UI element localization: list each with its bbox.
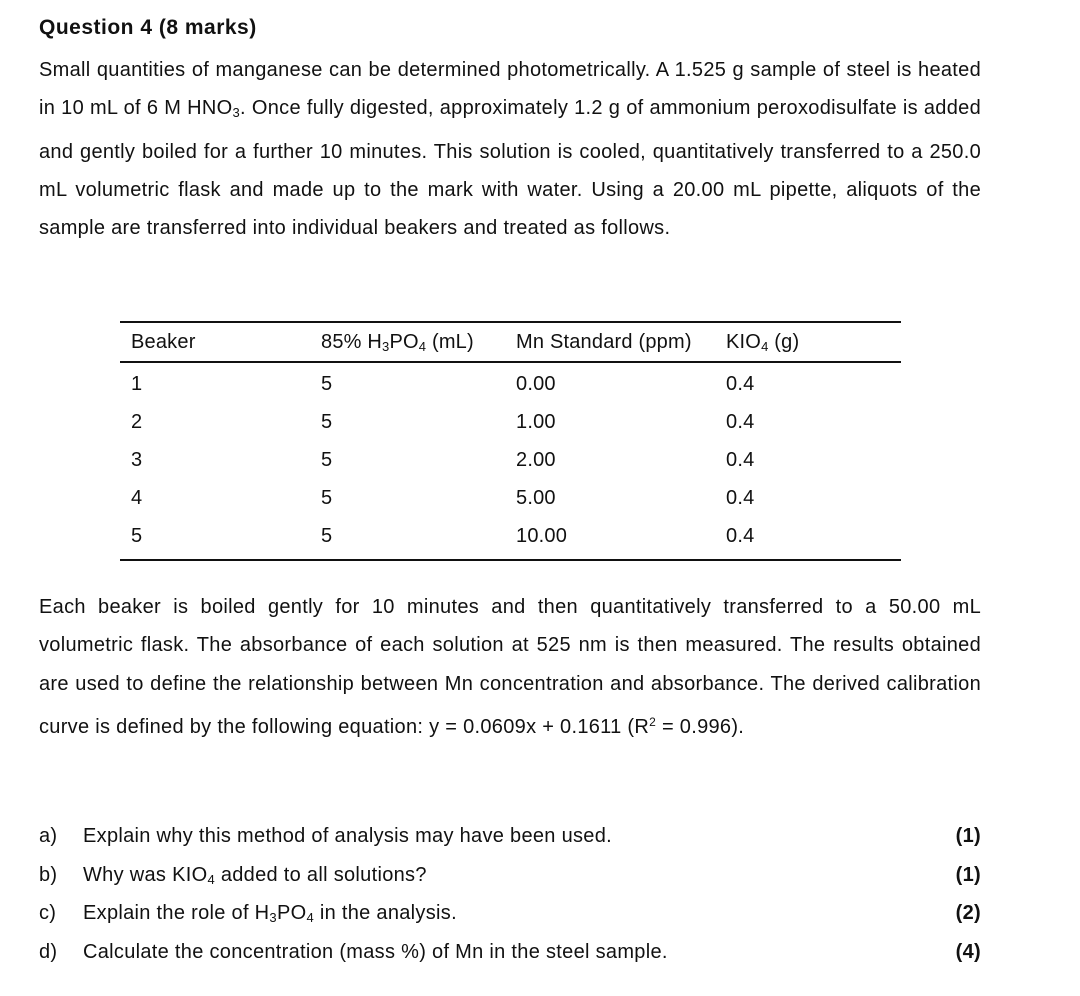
cell-h3po4: 5	[321, 410, 333, 433]
question-letter: a)	[39, 825, 58, 847]
cell-mn: 1.00	[516, 410, 556, 433]
question-marks: (2)	[955, 902, 981, 924]
question-text: Calculate the concentration (mass %) of Mn in the steel sample.	[83, 940, 668, 963]
cell-beaker: 3	[131, 448, 143, 471]
intro-paragraph	[39, 51, 981, 247]
cell-beaker: 5	[131, 524, 143, 547]
cell-mn: 10.00	[516, 524, 568, 547]
header-mn-standard: Mn Standard (ppm)	[516, 330, 692, 353]
cell-mn: 2.00	[516, 448, 556, 471]
question-d	[39, 933, 981, 972]
question-c	[39, 894, 981, 933]
cell-mn: 5.00	[516, 486, 556, 509]
question-letter: d)	[39, 940, 58, 963]
cell-h3po4: 5	[321, 524, 333, 547]
question-marks: (4)	[955, 940, 981, 963]
table-header-row	[120, 322, 901, 362]
cell-kio4: 0.4	[726, 372, 755, 395]
intro-text-1: Small quantities of manganese can be determined photometrically. A 1.525 g sample of steel is heated in 10 mL of 6 M HNO	[39, 59, 981, 120]
r-squared-superscript: 2	[649, 714, 657, 729]
cell-h3po4: 5	[321, 448, 333, 471]
cell-h3po4: 5	[321, 372, 333, 395]
question-text: Explain the role of $H_3PO_4$ in the analysis.	[83, 902, 457, 925]
cell-beaker: 2	[131, 410, 143, 433]
procedure-paragraph	[39, 588, 981, 746]
intro-subscript: 3	[232, 105, 241, 121]
table-row	[120, 517, 901, 560]
procedure-text-2: = 0.996).	[656, 715, 745, 738]
question-text: Why was $KIO_4$ added to all solutions?	[83, 863, 427, 887]
cell-kio4: 0.4	[726, 410, 755, 433]
cell-h3po4: 5	[321, 486, 333, 509]
cell-kio4: 0.4	[726, 524, 755, 547]
procedure-text-1: Each beaker is boiled gently for 10 minutes and then quantitatively transferred to a 50.00 mL volumetric flask. The absorbance of each solution at 525 nm is then measured. The results obtained are used to define the relationship between Mn concentration and absorbance. The derived calibration curve is defined by the following equation: y = 0.0609x + 0.1611 (R	[39, 596, 981, 738]
question-b	[39, 856, 981, 895]
question-marks: (1)	[955, 863, 981, 886]
question-heading: Question 4 (8 marks)	[39, 16, 257, 39]
header-h3po4: 85% $H_3PO_4$ (mL)	[321, 330, 474, 354]
question-letter: c)	[39, 902, 57, 924]
question-list	[39, 817, 981, 971]
table-row	[120, 362, 901, 403]
header-beaker: Beaker	[131, 330, 196, 353]
cell-beaker: 4	[131, 486, 143, 509]
question-marks: (1)	[955, 825, 981, 847]
intro-text-2: . Once fully digested, approximately 1.2 g of ammonium peroxodisulfate is added and gently boiled for a further 10 minutes. This solution is cooled, quantitatively transferred to a 250.0 mL volumetric flask and made up to the mark with water. Using a 20.00 mL pipette, aliquots of the sample are transferred into individual beakers and treated as follows.	[39, 97, 981, 240]
reagent-table	[120, 321, 901, 561]
question-text: Explain why this method of analysis may have been used.	[83, 825, 613, 847]
question-letter: b)	[39, 863, 58, 886]
table-row	[120, 403, 901, 441]
table-row	[120, 441, 901, 479]
cell-beaker: 1	[131, 372, 143, 395]
table-row	[120, 479, 901, 517]
cell-mn: 0.00	[516, 372, 556, 395]
question-a	[39, 817, 981, 856]
header-kio4: $KIO_4$ (g)	[726, 330, 800, 354]
cell-kio4: 0.4	[726, 448, 755, 471]
cell-kio4: 0.4	[726, 486, 755, 509]
